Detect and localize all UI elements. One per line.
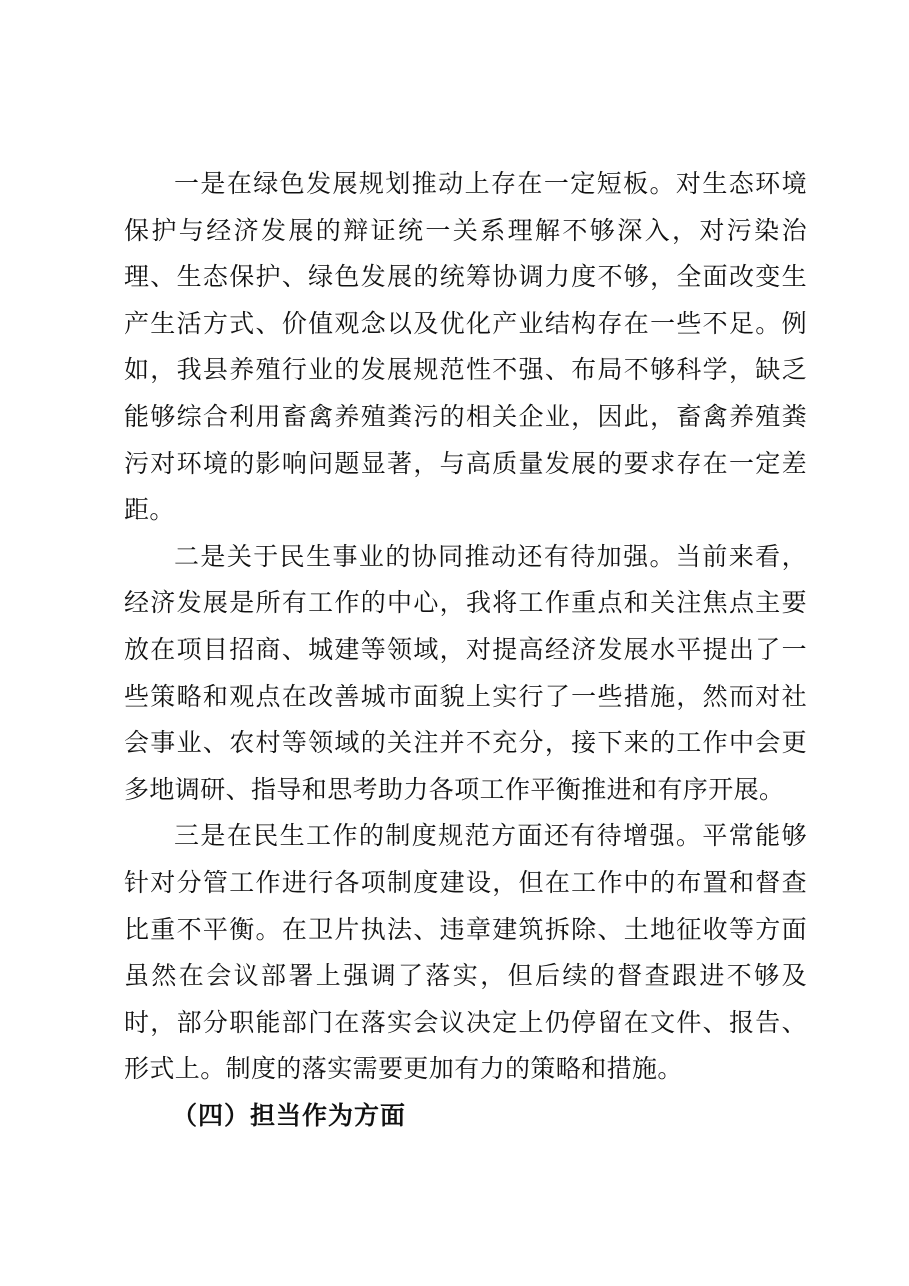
paragraph-livelihood-system: 三是在民生工作的制度规范方面还有待增强。平常能够针对分管工作进行各项制度建设，但在工作中的布置和督查比重不平衡。在卫片执法、违章建筑拆除、土地征收等方面虽然在会议部署上强调了落实，但后续的督查跟进不够及时，部分职能部门在落实会议决定上仍停留在文件、报告、形式上。制度的落实需要更加有力的策略和措施。: [124, 821, 807, 1084]
document-body: [124, 161, 807, 1139]
paragraph-green-development: 一是在绿色发展规划推动上存在一定短板。对生态环境保护与经济发展的辩证统一关系理解不够深入，对污染治理、生态保护、绿色发展的统筹协调力度不够，全面改变生产生活方式、价值观念以及优化产业结构存在一些不足。例如，我县养殖行业的发展规范性不强、布局不够科学，缺乏能够综合利用畜禽养殖粪污的相关企业，因此，畜禽养殖粪污对环境的影响问题显著，与高质量发展的要求存在一定差距。: [124, 169, 807, 525]
paragraph-livelihood-coordination: 二是关于民生事业的协同推动还有待加强。当前来看，经济发展是所有工作的中心，我将工作重点和关注焦点主要放在项目招商、城建等领域，对提高经济发展水平提出了一些策略和观点在改善城市面貌上实行了一些措施，然而对社会事业、农村等领域的关注并不充分，接下来的工作中会更多地调研、指导和思考助力各项工作平衡推进和有序开展。: [124, 541, 807, 804]
section-heading: （四）担当作为方面: [172, 1100, 407, 1130]
